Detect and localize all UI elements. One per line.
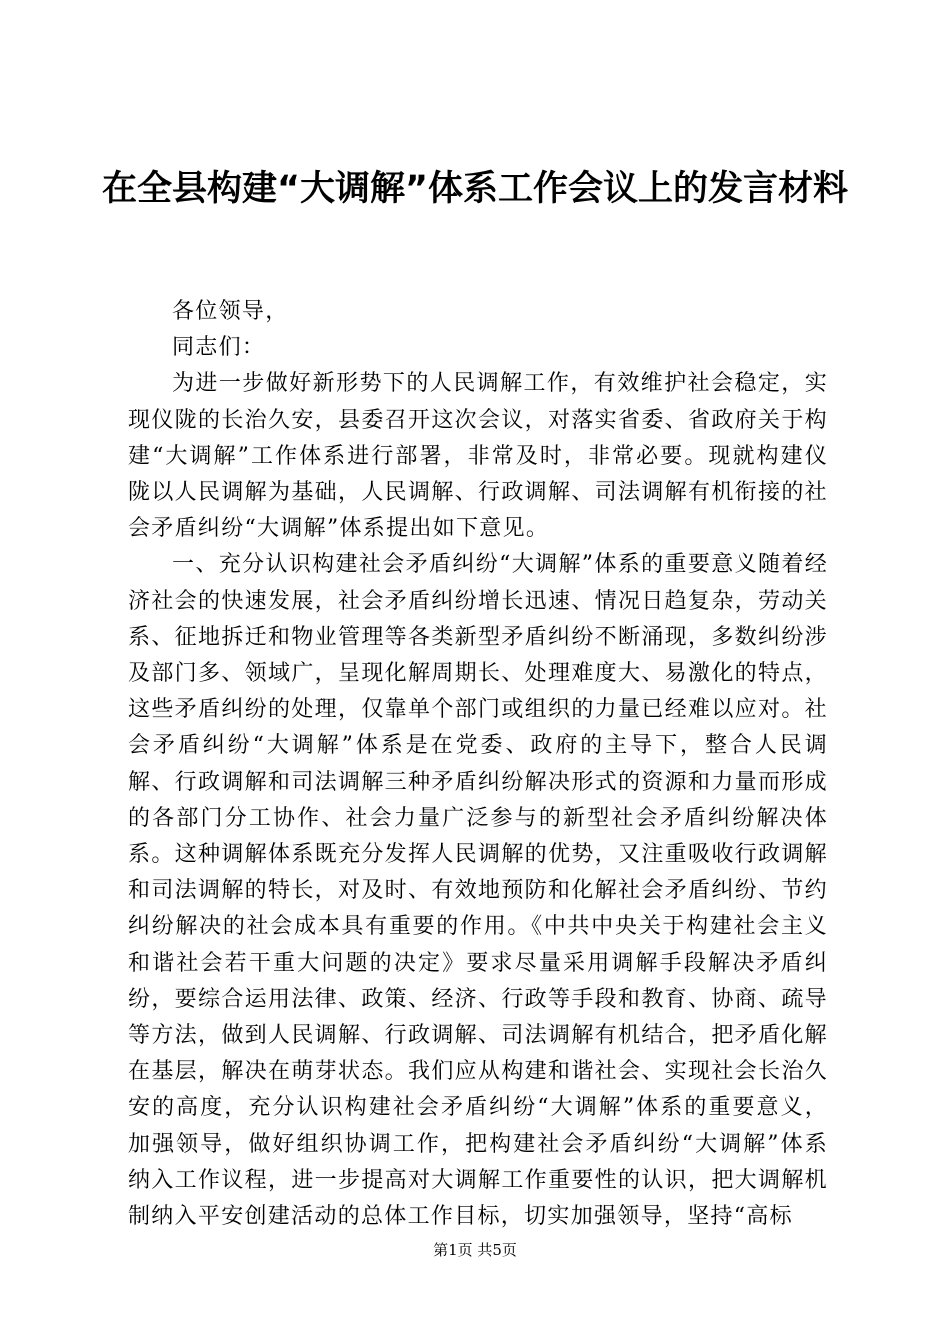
- paragraph-intro: 为进一步做好新形势下的人民调解工作，有效维护社会稳定，实现仪陇的长治久安，县委召开这次会议，对落实省委、省政府关于构建“大调解”工作体系进行部署，非常及时，非常必要。现就构建仪陇以人民调解为基础，人民调解、行政调解、司法调解有机衔接的社会矛盾纠纷“大调解”体系提出如下意见。: [128, 371, 828, 542]
- salutation-comrades: 同志们：: [172, 335, 266, 361]
- paragraph-section-one: 一、充分认识构建社会矛盾纠纷“大调解”体系的重要意义随着经济社会的快速发展，社会矛盾纠纷增长迅速、情况日趋复杂，劳动关系、征地拆迁和物业管理等各类新型矛盾纠纷不断涌现，多数纠纷涉及部门多、领域广，呈现化解周期长、处理难度大、易激化的特点，这些矛盾纠纷的处理，仅靠单个部门或组织的力量已经难以应对。社会矛盾纠纷“大调解”体系是在党委、政府的主导下，整合人民调解、行政调解和司法调解三种矛盾纠纷解决形式的资源和力量而形成的各部门分工协作、社会力量广泛参与的新型社会矛盾纠纷解决体系。这种调解体系既充分发挥人民调解的优势，又注重吸收行政调解和司法调解的特长，对及时、有效地预防和化解社会矛盾纠纷、节约纠纷解决的社会成本具有重要的作用。《中共中央关于构建社会主义和谐社会若干重大问题的决定》要求尽量采用调解手段解决矛盾纠纷，要综合运用法律、政策、经济、行政等手段和教育、协商、疏导等方法，做到人民调解、行政调解、司法调解有机结合，把矛盾化解在基层，解决在萌芽状态。我们应从构建和谐社会、实现社会长治久安的高度，充分认识构建社会矛盾纠纷“大调解”体系的重要意义，加强领导，做好组织协调工作，把构建社会矛盾纠纷“大调解”体系纳入工作议程，进一步提高对大调解工作重要性的认识，把大调解机制纳入平安创建活动的总体工作目标，切实加强领导，坚持“高标: [128, 552, 828, 1230]
- page-footer: 第1页 共5页: [433, 1241, 517, 1259]
- document-title: 在全县构建“大调解”体系工作会议上的发言材料: [101, 169, 848, 209]
- document-body: [128, 294, 828, 1235]
- salutation-leaders: 各位领导，: [172, 299, 289, 324]
